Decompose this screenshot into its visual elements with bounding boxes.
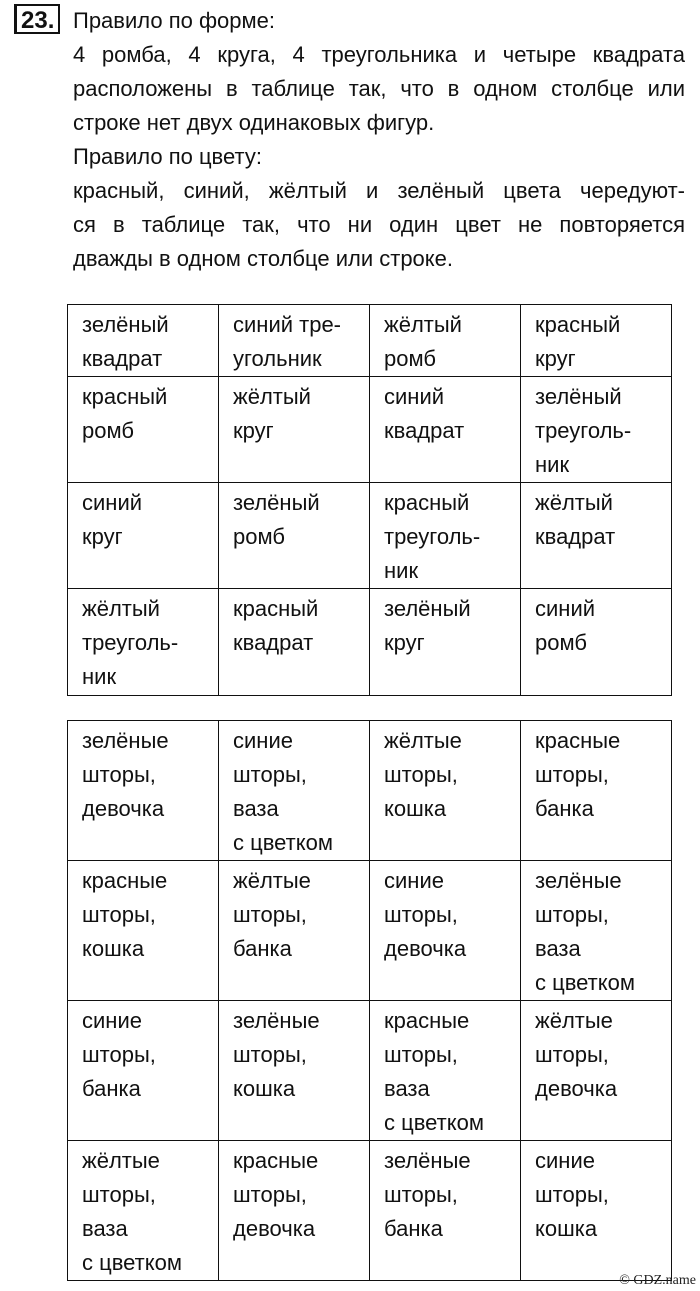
table-cell [219,483,370,589]
table-cell [68,1141,219,1281]
cell-text-line: синие [233,728,293,753]
table-cell [521,305,672,377]
cell-text-line: жёлтые [82,1148,160,1173]
cell-text-line: с цветком [535,970,635,995]
table-cell [219,305,370,377]
table-cell [521,1141,672,1281]
cell-text-line: красные [82,868,168,893]
cell-text-line: круг [384,630,425,655]
table-cell [521,483,672,589]
cell-text-line: шторы, [535,1182,609,1207]
color-rule-heading: Правило по цвету: [73,144,262,169]
table-cell [521,377,672,483]
shape-color-table [67,304,672,696]
shape-rule-heading: Правило по форме: [73,8,275,33]
cell-text-line: ваза [82,1216,128,1241]
cell-text-line: ник [384,558,419,583]
cell-text-line: зелёные [384,1148,471,1173]
cell-text-line: жёлтые [384,728,462,753]
cell-text-line: банка [384,1216,443,1241]
table-cell [370,861,521,1001]
cell-text-line: шторы, [384,762,458,787]
cell-text-line: ваза [535,936,581,961]
table-cell [521,721,672,861]
curtain-object-table [67,720,672,1281]
cell-text-line: ник [82,664,117,689]
cell-text-line: красный [82,384,168,409]
table-cell [68,483,219,589]
text-line: дважды в одном столбце или строке. [73,246,454,271]
table-cell [68,861,219,1001]
table-row [68,305,672,377]
cell-text-line: угольник [233,346,322,371]
cell-text-line: ваза [384,1076,430,1101]
table-row [68,861,672,1001]
cell-text-line: синие [384,868,444,893]
table-cell [370,589,521,696]
cell-text-line: шторы, [384,1182,458,1207]
cell-text-line: шторы, [82,1042,156,1067]
table-cell [370,483,521,589]
text-line: ся в таблице так, что ни один цвет не повторяется [73,212,685,237]
table-cell [370,721,521,861]
cell-text-line: зелёные [82,728,169,753]
cell-text-line: шторы, [233,1042,307,1067]
table-cell [370,305,521,377]
cell-text-line: красные [535,728,621,753]
cell-text-line: круг [233,418,274,443]
cell-text-line: ромб [82,418,134,443]
table-cell [521,861,672,1001]
cell-text-line: жёлтый [233,384,311,409]
cell-text-line: ромб [535,630,587,655]
cell-text-line: шторы, [82,762,156,787]
table-row [68,377,672,483]
cell-text-line: синие [82,1008,142,1033]
cell-text-line: синий тре- [233,312,342,337]
cell-text-line: шторы, [233,1182,307,1207]
cell-text-line: жёлтый [535,490,613,515]
cell-text-line: синий [82,490,143,515]
cell-text-line: квадрат [82,346,163,371]
cell-text-line: девочка [384,936,467,961]
cell-text-line: зелёные [233,1008,320,1033]
text-line: красный, синий, жёлтый и зелёный цвета чередуют- [73,178,685,203]
table-cell [219,1001,370,1141]
cell-text-line: ромб [384,346,436,371]
cell-text-line: девочка [82,796,165,821]
cell-text-line: квадрат [233,630,314,655]
table-cell [370,377,521,483]
cell-text-line: девочка [535,1076,618,1101]
cell-text-line: треуголь- [535,418,632,443]
cell-text-line: синие [535,1148,595,1173]
cell-text-line: кошка [233,1076,296,1101]
table-cell [219,377,370,483]
cell-text-line: красный [384,490,470,515]
cell-text-line: шторы, [535,902,609,927]
cell-text-line: ваза [233,796,279,821]
cell-text-line: круг [82,524,123,549]
table-row [68,589,672,696]
table-cell [219,721,370,861]
text-line: 4 ромба, 4 круга, 4 треугольника и четыре квадрата [73,42,685,67]
table-cell [68,305,219,377]
cell-text-line: шторы, [233,762,307,787]
cell-text-line: жёлтый [82,596,160,621]
table-cell [68,1001,219,1141]
cell-text-line: с цветком [82,1250,182,1275]
cell-text-line: шторы, [535,1042,609,1067]
table-row [68,1001,672,1141]
table-cell [219,1141,370,1281]
table-cell [68,589,219,696]
cell-text-line: банка [233,936,292,961]
text-line: строке нет двух одинаковых фигур. [73,110,435,135]
cell-text-line: жёлтый [384,312,462,337]
cell-text-line: красный [535,312,621,337]
table-cell [219,589,370,696]
cell-text-line: квадрат [384,418,465,443]
cell-text-line: жёлтые [535,1008,613,1033]
text-line: расположены в таблице так, что в одном столбце или [73,76,685,101]
cell-text-line: синий [384,384,445,409]
cell-text-line: шторы, [82,1182,156,1207]
cell-text-line: с цветком [384,1110,484,1135]
table-row [68,483,672,589]
cell-text-line: зелёные [535,868,622,893]
cell-text-line: синий [535,596,596,621]
cell-text-line: шторы, [535,762,609,787]
cell-text-line: красные [384,1008,470,1033]
cell-text-line: треуголь- [82,630,179,655]
cell-text-line: банка [535,796,594,821]
cell-text-line: шторы, [233,902,307,927]
cell-text-line: красный [233,596,319,621]
cell-text-line: с цветком [233,830,333,855]
cell-text-line: кошка [82,936,145,961]
task-text [73,4,685,276]
cell-text-line: банка [82,1076,141,1101]
table-row [68,721,672,861]
cell-text-line: девочка [233,1216,316,1241]
cell-text-line: квадрат [535,524,616,549]
cell-text-line: красные [233,1148,319,1173]
table-cell [68,721,219,861]
cell-text-line: зелёный [384,596,471,621]
cell-text-line: зелёный [535,384,622,409]
task-number: 23. [14,4,60,34]
cell-text-line: ник [535,452,570,477]
cell-text-line: шторы, [384,902,458,927]
table-cell [370,1001,521,1141]
cell-text-line: кошка [384,796,447,821]
cell-text-line: зелёный [233,490,320,515]
table-cell [370,1141,521,1281]
table-cell [521,1001,672,1141]
cell-text-line: ромб [233,524,285,549]
cell-text-line: шторы, [82,902,156,927]
cell-text-line: зелёный [82,312,169,337]
table-cell [521,589,672,696]
watermark: © GDZ.name [619,1273,696,1288]
cell-text-line: круг [535,346,576,371]
table-cell [68,377,219,483]
table-row [68,1141,672,1281]
cell-text-line: шторы, [384,1042,458,1067]
cell-text-line: треуголь- [384,524,481,549]
cell-text-line: жёлтые [233,868,311,893]
table-cell [219,861,370,1001]
cell-text-line: кошка [535,1216,598,1241]
